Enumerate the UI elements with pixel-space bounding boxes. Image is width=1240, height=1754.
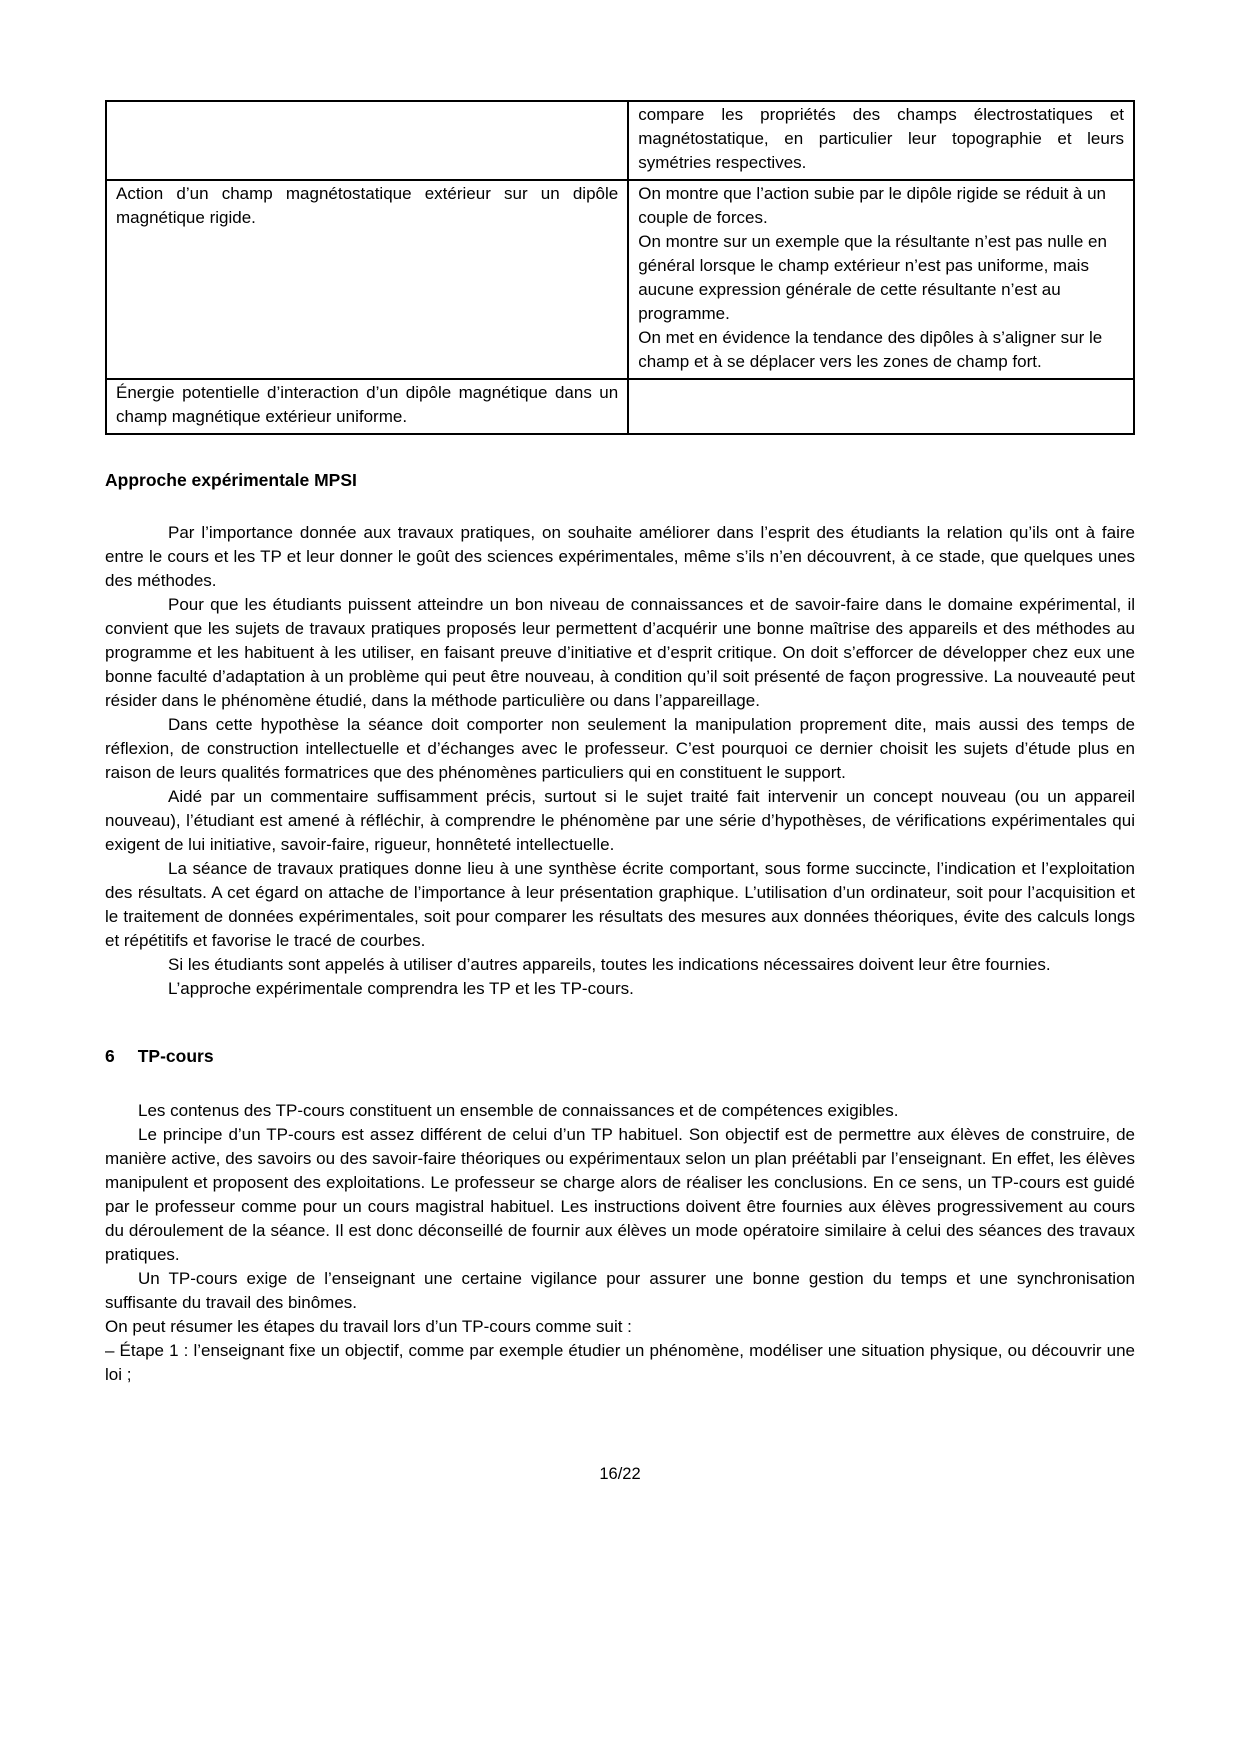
paragraph: Par l’importance donnée aux travaux pratiques, on souhaite améliorer dans l’esprit des étudiants la relation qu’ils ont à faire entre le cours et les TP et leur donner le goût des sciences expérimentales, même s’ils n’en découvrent, à ce stade, que quelques unes des méthodes. (105, 523, 1135, 590)
paragraph: Aidé par un commentaire suffisamment précis, surtout si le sujet traité fait intervenir un concept nouveau (ou un appareil nouveau), l’étudiant est amené à réfléchir, à comprendre le phénomène par une série d’hypothèses, de vérifications expérimentales qui exigent de lui initiative, savoir-faire, rigueur, honnêteté intellectuelle. (105, 787, 1135, 854)
page-footer (105, 1462, 1135, 1486)
paragraph: Les contenus des TP-cours constituent un ensemble de connaissances et de compétences exigibles. (138, 1101, 899, 1120)
table-cell-topic-empty (106, 101, 628, 180)
section-heading-approche-experimentale: Approche expérimentale MPSI (105, 470, 357, 490)
table-cell-text: On met en évidence la tendance des dipôles à s’aligner sur le champ et à se déplacer vers les zones de champ fort. (638, 328, 1103, 371)
page-number: 16/22 (599, 1465, 641, 1483)
table-cell-topic (106, 180, 628, 379)
table-cell-text: On montre sur un exemple que la résultante n’est pas nulle en général lorsque le champ extérieur n’est pas uniforme, mais aucune expression générale de cette résultante n’est au programme. (638, 232, 1107, 323)
table-cell-commentary-empty (628, 379, 1134, 434)
paragraph: Si les étudiants sont appelés à utiliser d’autres appareils, toutes les indications nécessaires doivent leur être fournies. (168, 955, 1051, 974)
table-cell-topic (106, 379, 628, 434)
section-number: 6 (105, 1046, 115, 1066)
paragraph: La séance de travaux pratiques donne lieu à une synthèse écrite comportant, sous forme succincte, l’indication et l’exploitation des résultats. A cet égard on attache de l’importance à leur présentation graphique. L’utilisation d’un ordinateur, soit pour l’acquisition et le traitement de données expérimentales, soit pour comparer les résultats des mesures aux données théoriques, évite des calculs longs et répétitifs et favorise le tracé de courbes. (105, 859, 1135, 950)
paragraph: Dans cette hypothèse la séance doit comporter non seulement la manipulation proprement dite, mais aussi des temps de réflexion, de construction intellectuelle et d’échanges avec le professeur. C’est pourquoi ce dernier choisit les sujets d’étude plus en raison de leurs qualités formatrices que des phénomènes particuliers qui en constituent le support. (105, 715, 1135, 782)
table-cell-text: compare les propriétés des champs électrostatiques et magnétostatique, en particulier leur topographie et leurs symétries respectives. (638, 105, 1124, 172)
paragraph: – Étape 1 : l’enseignant fixe un objectif, comme par exemple étudier un phénomène, modéliser une situation physique, ou découvrir une loi ; (105, 1341, 1135, 1384)
section-title: TP-cours (137, 1046, 214, 1066)
paragraph: L’approche expérimentale comprendra les TP et les TP-cours. (168, 979, 634, 998)
table-cell-commentary (628, 180, 1134, 379)
table-cell-commentary (628, 101, 1134, 180)
paragraph: Pour que les étudiants puissent atteindre un bon niveau de connaissances et de savoir-faire dans le domaine expérimental, il convient que les sujets de travaux pratiques proposés leur permettent d’acquérir une bonne maîtrise des appareils et des méthodes au programme et les habituent à les utiliser, en faisant preuve d’initiative et d’esprit critique. On doit s’efforcer de développer chez eux une bonne faculté d’adaptation à un problème qui peut être nouveau, à condition qu’il soit présenté de façon progressive. La nouveauté peut résider dans le phénomène étudié, dans la méthode particulière ou dans l’appareillage. (105, 595, 1135, 710)
table-cell-text: On montre que l’action subie par le dipôle rigide se réduit à un couple de forces. (638, 184, 1107, 227)
table-cell-text: Action d’un champ magnétostatique extérieur sur un dipôle magnétique rigide. (116, 184, 619, 227)
paragraph: Le principe d’un TP-cours est assez différent de celui d’un TP habituel. Son objectif est de permettre aux élèves de construire, de manière active, des savoirs ou des savoir-faire théoriques ou expérimentaux selon un plan préétabli par l’enseignant. En effet, les élèves manipulent et proposent des exploitations. Le professeur se charge alors de réaliser les conclusions. En ce sens, un TP-cours est guidé par le professeur comme pour un cours magistral habituel. Les instructions doivent être fournies aux élèves progressivement au cours du déroulement de la séance. Il est donc déconseillé de fournir aux élèves un mode opératoire similaire à celui des séances des travaux pratiques. (105, 1125, 1135, 1264)
table-row (106, 101, 1134, 180)
paragraph: On peut résumer les étapes du travail lors d’un TP-cours comme suit : (105, 1317, 632, 1336)
table-row (106, 379, 1134, 434)
program-table (105, 100, 1135, 435)
section-heading-tp-cours (105, 1044, 1135, 1068)
paragraph: Un TP-cours exige de l’enseignant une certaine vigilance pour assurer une bonne gestion du temps et une synchronisation suffisante du travail des binômes. (105, 1269, 1135, 1312)
table-row (106, 180, 1134, 379)
table-cell-text: Énergie potentielle d’interaction d’un dipôle magnétique dans un champ magnétique extérieur uniforme. (116, 383, 619, 426)
